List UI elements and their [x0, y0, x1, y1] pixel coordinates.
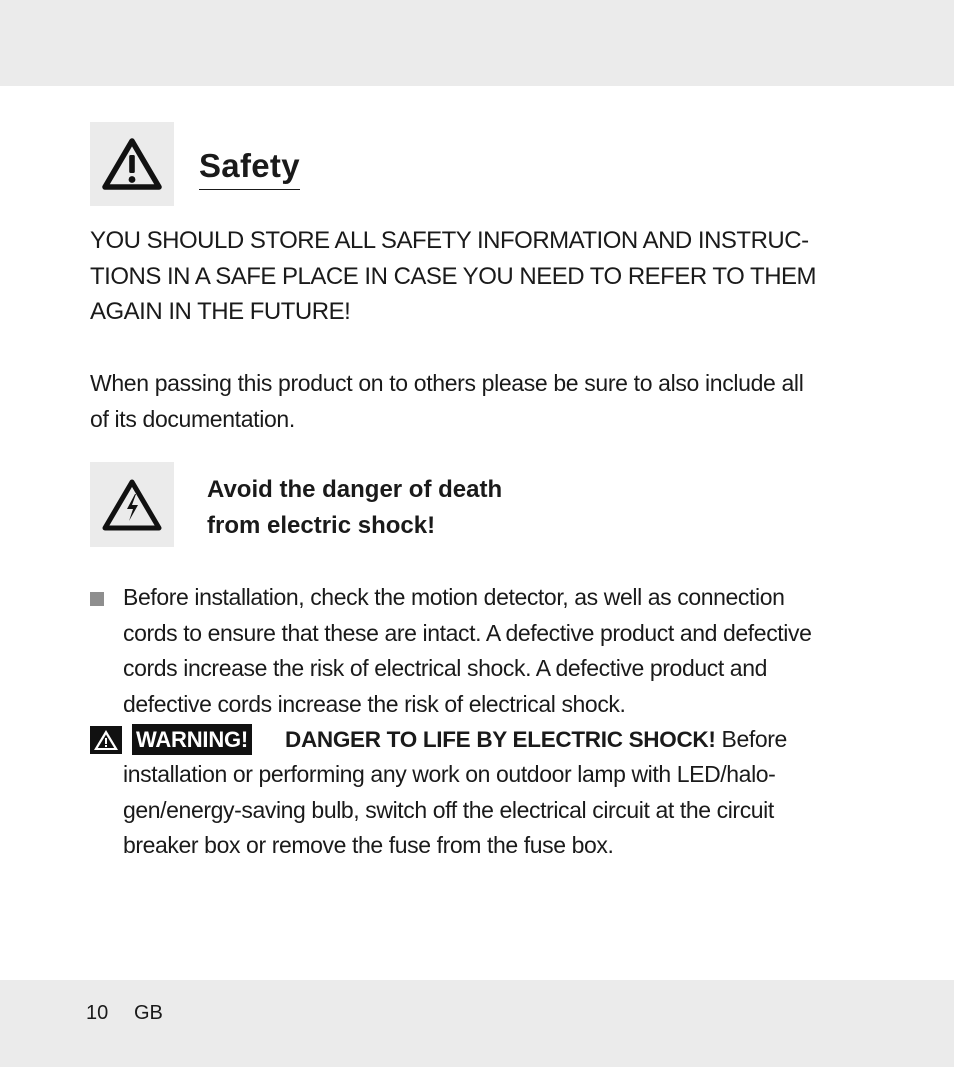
page-number: 10: [86, 1002, 109, 1024]
shock-heading-line: Avoid the danger of death: [207, 476, 503, 503]
warning-badge: WARNING!: [132, 724, 252, 755]
bullet-line: Before installation, check the motion detector, as well as connection: [123, 584, 785, 610]
warning-line: installation or performing any work on outdoor lamp with LED/halo-: [123, 761, 776, 787]
bullet-line: cords increase the risk of electrical shock. A defective product and: [123, 655, 767, 681]
bullet-item: [123, 580, 883, 722]
paragraph-line: of its documentation.: [90, 405, 295, 432]
warning-small-icon: [90, 726, 122, 754]
notice-line: AGAIN IN THE FUTURE!: [90, 298, 351, 325]
shock-icon-box: [90, 462, 174, 547]
safety-icon-box: [90, 122, 174, 206]
handover-paragraph: [90, 366, 865, 437]
bullet-line: cords to ensure that these are intact. A defective product and defective: [123, 619, 812, 646]
warning-triangle-icon: [100, 136, 164, 192]
header-band: [0, 0, 954, 86]
warning-body: [123, 757, 883, 864]
warning-first-text: Before: [721, 726, 787, 752]
bullet-line: defective cords increase the risk of electrical shock.: [123, 690, 626, 717]
paragraph-line: When passing this product on to others please be sure to also include all: [90, 370, 804, 396]
shock-heading: [207, 472, 502, 543]
warning-first-line: [285, 722, 885, 758]
warning-line: breaker box or remove the fuse from the fuse box.: [123, 832, 614, 858]
storage-notice: [90, 223, 860, 330]
notice-line: YOU SHOULD STORE ALL SAFETY INFORMATION AND INSTRUC-: [90, 227, 809, 254]
bullet-square-icon: [90, 592, 104, 606]
language-code: GB: [134, 1002, 163, 1024]
page-title: Safety: [199, 146, 300, 190]
warning-line: gen/energy-saving bulb, switch off the electrical circuit at the circuit: [123, 796, 774, 823]
warning-headline: DANGER TO LIFE BY ELECTRIC SHOCK!: [285, 727, 716, 752]
shock-heading-line: from electric shock!: [207, 511, 436, 539]
notice-line: TIONS IN A SAFE PLACE IN CASE YOU NEED TO REFER TO THEM: [90, 262, 817, 290]
electric-shock-icon: [100, 477, 164, 533]
